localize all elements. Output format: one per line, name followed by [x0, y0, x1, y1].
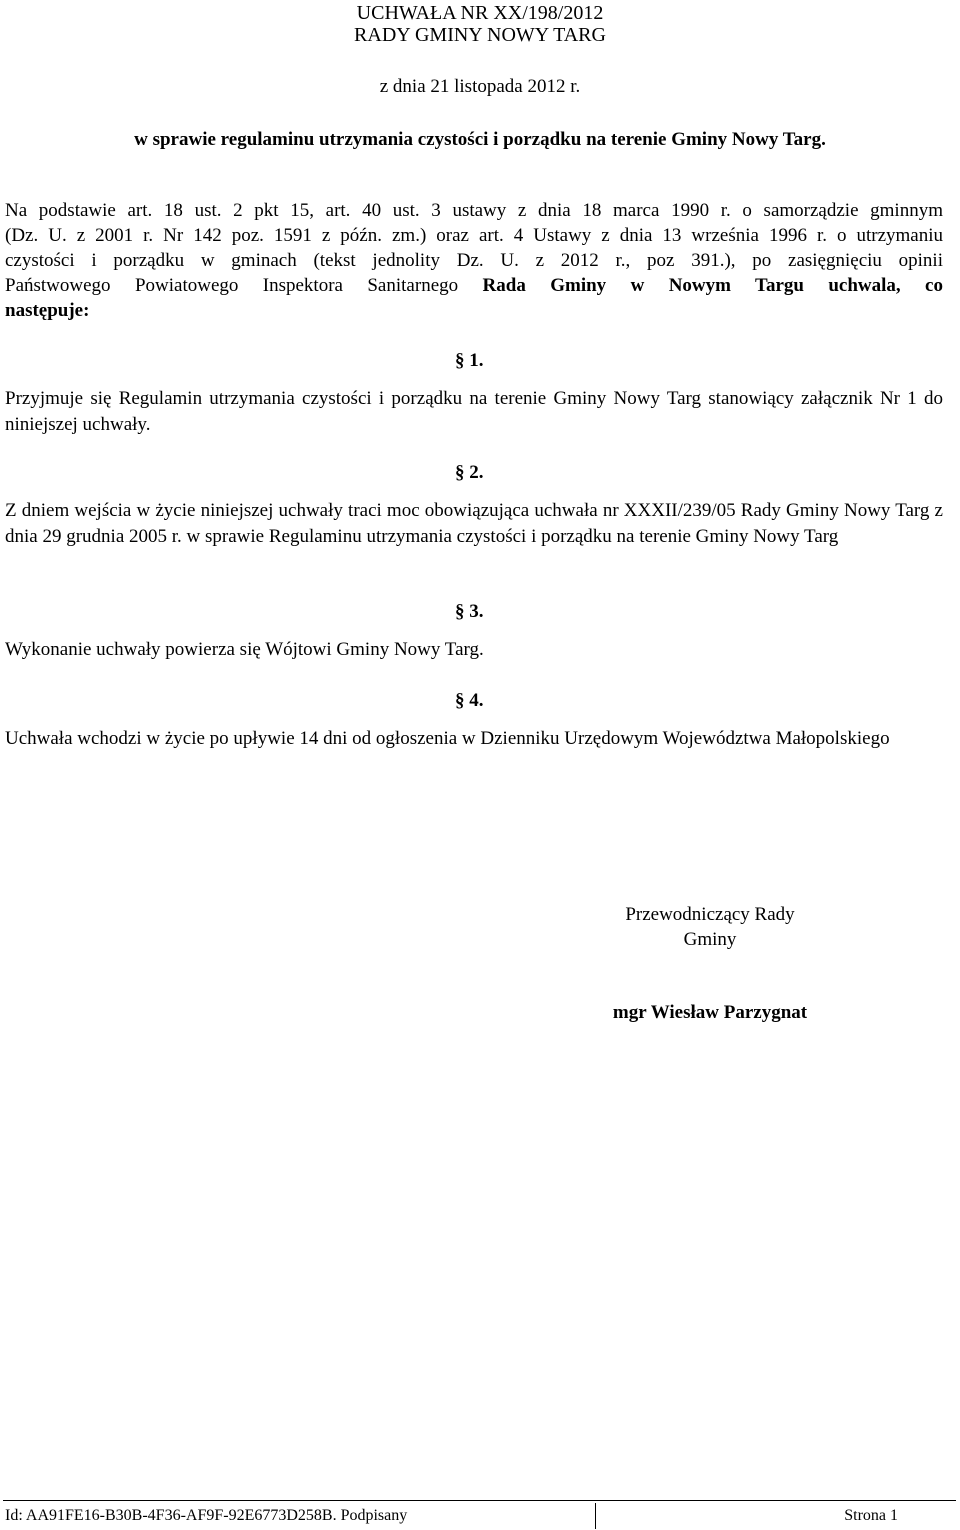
section-marker-4: § 4. [455, 690, 484, 711]
section-marker-3: § 3. [455, 601, 484, 622]
section-marker-1: § 1. [455, 350, 484, 371]
section-text-1: Przyjmuje się Regulamin utrzymania czystości i porządku na terenie Gminy Nowy Targ stanowiący załącznik Nr 1 do niniejszej uchwały. [5, 388, 943, 435]
preamble-line: Na podstawie art. 18 ust. 2 pkt 15, art. 40 ust. 3 ustawy z dnia 18 marca 1990 r. o samorządzie gminnym [5, 200, 943, 221]
section-text-4: Uchwała wchodzi w życie po upływie 14 dni od ogłoszenia w Dzienniku Urzędowym Województwa Małopolskiego [5, 728, 890, 749]
page-number: Strona 1 [844, 1507, 898, 1524]
signatory-title: Przewodniczący Rady [625, 904, 795, 925]
preamble-line: czystości i porządku w gminach (tekst jednolity Dz. U. z 2012 r., poz 391.), po zasięgnięciu opinii [5, 250, 943, 271]
resolution-title: UCHWAŁA NR XX/198/2012 [356, 2, 604, 24]
section-marker-2: § 2. [455, 462, 484, 483]
section-text-3: Wykonanie uchwały powierza się Wójtowi Gminy Nowy Targ. [5, 639, 484, 660]
document-id: Id: AA91FE16-B30B-4F36-AF9F-92E6773D258B. Podpisany [5, 1507, 408, 1524]
section-text-2: Z dniem wejścia w życie niniejszej uchwały traci moc obowiązująca uchwała nr XXXII/239/05 Rady Gminy Nowy Targ z dnia 29 grudnia 2005 r. w sprawie Regulaminu utrzymania czystości i porządku na terenie Gminy Nowy Targ [5, 500, 943, 547]
enacting-clause-end: następuje: [5, 300, 90, 321]
enacting-clause: Rada Gminy w Nowym Targu uchwala, co [482, 275, 943, 296]
resolution-issuer: RADY GMINY NOWY TARG [354, 24, 606, 46]
resolution-date: z dnia 21 listopada 2012 r. [379, 76, 581, 97]
preamble-line: (Dz. U. z 2001 r. Nr 142 poz. 1591 z późn. zm.) oraz art. 4 Ustawy z dnia 13 września 1996 r. o utrzymaniu [5, 225, 943, 246]
signatory-name: mgr Wiesław Parzygnat [612, 1002, 808, 1023]
preamble-line-text: Państwowego Powiatowego Inspektora Sanitarnego [5, 275, 483, 296]
footer-divider [3, 1500, 956, 1501]
footer-separator [595, 1503, 596, 1529]
signatory-title-cont: Gminy [683, 929, 737, 950]
resolution-subject: w sprawie regulaminu utrzymania czystości i porządku na terenie Gminy Nowy Targ. [134, 129, 826, 150]
preamble-line [5, 273, 943, 299]
